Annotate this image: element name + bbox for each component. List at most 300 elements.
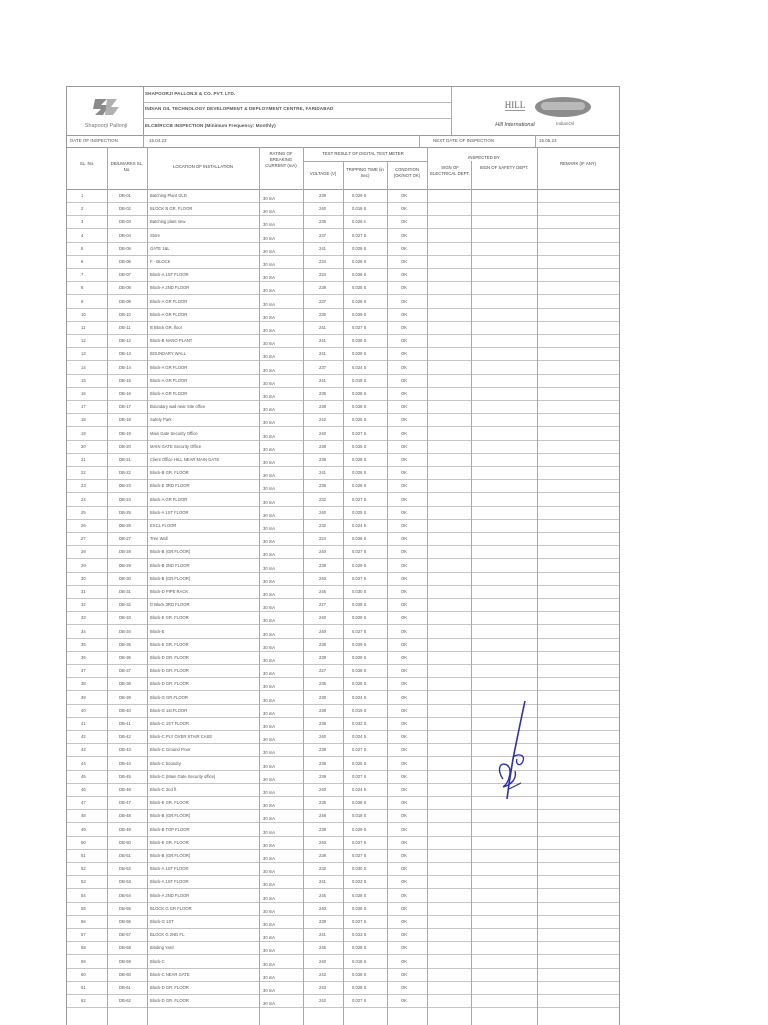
cell-v: 237 <box>319 298 326 304</box>
cell-v: 239 <box>319 285 326 291</box>
cell-db: DB-26 <box>119 523 131 528</box>
col-voltage: VOLTAGE (V) <box>309 171 337 176</box>
cell-t: 0.026 S <box>352 681 367 687</box>
cell-c: OK <box>401 206 408 212</box>
cell-v: 240 <box>319 958 326 964</box>
cell-ma: 30 mA <box>263 473 276 479</box>
cell-c: OK <box>401 628 408 634</box>
cell-db: DB-57 <box>119 932 131 938</box>
cell-db: DB-29 <box>119 562 131 568</box>
cell-t: 0.026 S <box>352 536 367 542</box>
inspection-sheet <box>66 86 620 1025</box>
col-sl: SL. No. <box>79 161 95 166</box>
cell-sl: 16 <box>81 391 86 396</box>
cell-t: 0.027 S <box>352 998 367 1004</box>
cell-loc: Block-E 3RD FLOOR <box>150 483 190 489</box>
cell-db: DB-22 <box>119 470 131 476</box>
cell-c: OK <box>401 351 408 357</box>
cell-sl: 30 <box>81 575 86 581</box>
cell-c: OK <box>401 536 408 542</box>
cell-t: 0.027 S <box>352 549 367 555</box>
cell-ma: 30 mA <box>263 869 276 875</box>
cell-t: 0.024 S <box>352 734 367 740</box>
cell-v: 245 <box>319 589 326 594</box>
cell-c: OK <box>401 470 408 476</box>
cell-db: DB-38 <box>119 681 131 687</box>
next-date-label: NEXT DATE OF INSPECTION <box>433 138 495 143</box>
cell-c: OK <box>401 787 408 792</box>
cell-v: 242 <box>319 998 326 1004</box>
cell-sl: 55 <box>81 905 86 911</box>
cell-loc: Block-D GR. FLOOR <box>150 655 189 660</box>
cell-sl: 49 <box>81 826 86 832</box>
cell-v: 241 <box>319 338 326 344</box>
cell-c: OK <box>401 919 408 924</box>
cell-v: 248 <box>319 813 326 819</box>
cell-t: 0.026 S <box>352 338 367 344</box>
col-remark: REMARK (IF ANY) <box>559 161 597 166</box>
cell-v: 240 <box>319 549 326 555</box>
cell-loc: Boundary wall near Site office <box>150 404 206 410</box>
cell-db: DB-53 <box>119 879 131 885</box>
cell-loc: Block-E GR. FLOOR <box>150 641 189 647</box>
cell-ma: 30 mA <box>263 671 276 677</box>
cell-c: OK <box>401 509 408 515</box>
cell-sl: 47 <box>81 800 86 806</box>
cell-sl: 19 <box>81 430 86 436</box>
cell-t: 0.029 S <box>352 311 367 317</box>
cell-loc: Safety Park <box>150 417 172 423</box>
cell-v: 238 <box>319 747 326 753</box>
cell-db: DB-58 <box>119 945 131 951</box>
cell-ma: 30 mA <box>263 394 276 399</box>
cell-db: DB-49 <box>119 826 131 832</box>
cell-loc: Block-B NANO PLANT <box>150 338 193 344</box>
col-make: DB/LMARKS SL. No. <box>110 161 144 172</box>
cell-loc: Block-A 1ST FLOOR <box>150 866 189 872</box>
cell-sl: 38 <box>81 681 86 687</box>
cell-loc: Block-B 2ND FLOOR <box>150 562 190 568</box>
col-sign-safety: SIGN OF SAFETY DEPT. <box>479 165 529 170</box>
cell-loc: MAIN GATE Security Office <box>150 443 202 449</box>
cell-c: OK <box>401 602 408 608</box>
cell-sl: 15 <box>81 377 86 383</box>
cell-sl: 39 <box>81 694 86 700</box>
cell-v: 238 <box>319 826 326 832</box>
cell-ma: 30 mA <box>263 618 276 624</box>
cell-loc: Block-E <box>150 628 165 634</box>
cell-v: 243 <box>319 985 326 990</box>
cell-ma: 30 mA <box>263 288 276 294</box>
cell-db: DB-42 <box>119 734 131 740</box>
cell-t: 0.024 S <box>352 694 367 700</box>
cell-c: OK <box>401 932 408 938</box>
cell-c: OK <box>401 562 408 568</box>
cell-db: DB-21 <box>119 457 131 462</box>
cell-loc: EXCL FLOOR <box>150 523 177 528</box>
cell-loc: Block-B (GR.FLOOR) <box>150 549 191 555</box>
cell-v: 237 <box>319 232 326 238</box>
cell-sl: 42 <box>81 734 86 740</box>
cell-ma: 30 mA <box>263 908 276 914</box>
cell-sl: 17 <box>81 404 86 410</box>
cell-ma: 30 mA <box>263 512 276 518</box>
cell-db: DB-03 <box>119 219 131 225</box>
cell-t: 0.018 S <box>352 813 367 819</box>
cell-c: OK <box>401 391 408 396</box>
cell-t: 0.032 S <box>352 721 367 726</box>
cell-db: DB-45 <box>119 773 131 779</box>
cell-v: 236 <box>319 391 326 396</box>
cell-t: 0.025 S <box>352 417 367 423</box>
cell-loc: Block-B (GR.FLOOR) <box>150 853 191 858</box>
test-result-underline <box>303 161 427 162</box>
cell-v: 239 <box>319 919 326 924</box>
cell-t: 0.029 S <box>352 826 367 832</box>
cell-v: 242 <box>319 971 326 977</box>
cell-sl: 61 <box>81 985 86 990</box>
cell-sl: 2 <box>81 206 84 212</box>
cell-v: 232 <box>319 496 326 502</box>
cell-db: DB-59 <box>119 958 131 964</box>
cell-c: OK <box>401 800 408 806</box>
cell-c: OK <box>401 655 408 660</box>
cell-ma: 30 mA <box>263 341 276 347</box>
cell-db: DB-41 <box>119 721 131 726</box>
cell-ma: 30 mA <box>263 552 276 558</box>
date-label: DATE OF INSPECTION <box>70 138 118 143</box>
cell-c: OK <box>401 589 408 594</box>
cell-sl: 27 <box>81 536 86 542</box>
company-name: SHAPOORJI PALLONJI & CO. PVT. LTD. <box>145 91 236 96</box>
cell-t: 0.025 S <box>352 760 367 766</box>
cell-ma: 30 mA <box>263 196 276 201</box>
cell-sl: 59 <box>81 958 86 964</box>
cell-v: 227 <box>319 602 326 608</box>
cell-t: 0.026 s <box>352 219 366 225</box>
cell-c: OK <box>401 945 408 951</box>
logo-caption: Shapoorji Pallonji <box>84 123 128 129</box>
cell-v: 234 <box>319 259 326 264</box>
cell-v: 238 <box>319 404 326 410</box>
cell-loc: Block-B (GR.FLOOR) <box>150 575 191 581</box>
cell-loc: D Block 3RD FLOOR <box>150 602 190 608</box>
grid-vline <box>537 147 538 1025</box>
cell-c: OK <box>401 905 408 911</box>
inspection-subject: ELCB/RCCB INSPECTION (Minimum Frequency: Monthly) <box>145 123 276 128</box>
cell-loc: Block-G 1st.FLOOR <box>150 707 188 713</box>
cell-v: 241 <box>319 879 326 885</box>
cell-t: 0.028 S <box>352 971 367 977</box>
cell-v: 234 <box>319 272 326 278</box>
cell-db: DB-51 <box>119 853 131 858</box>
cell-v: 239 <box>319 773 326 779</box>
cell-t: 0.029 S <box>352 351 367 357</box>
cell-loc: Block-D PIPE RACK <box>150 589 189 594</box>
cell-ma: 30 mA <box>263 829 276 835</box>
cell-sl: 40 <box>81 707 86 713</box>
cell-loc: Batching Plant OLD <box>150 193 187 198</box>
cell-ma: 30 mA <box>263 724 276 729</box>
cell-t: 0.025 S <box>352 443 367 449</box>
cell-db: DB-02 <box>119 206 131 212</box>
cell-c: OK <box>401 523 408 528</box>
cell-t: 0.027 S <box>352 839 367 845</box>
cell-ma: 30 mA <box>263 658 276 663</box>
cell-c: OK <box>401 813 408 819</box>
cell-loc: Block-B GR. FLOOR <box>150 470 189 476</box>
cell-ma: 30 mA <box>263 314 276 320</box>
cell-ma: 30 mA <box>263 644 276 650</box>
cell-v: 245 <box>319 892 326 898</box>
cell-c: OK <box>401 338 408 344</box>
cell-db: DB-24 <box>119 496 131 502</box>
cell-v: 241 <box>319 932 326 938</box>
header-divider <box>143 118 451 119</box>
cell-loc: Block-D GR. FLOOR <box>150 681 189 687</box>
cell-sl: 20 <box>81 443 86 449</box>
cell-v: 239 <box>319 562 326 568</box>
cell-sl: 6 <box>81 259 84 264</box>
cell-t: 0.028 S <box>352 391 367 396</box>
cell-ma: 30 mA <box>263 460 276 465</box>
cell-v: 238 <box>319 641 326 647</box>
cell-db: DB-33 <box>119 615 131 621</box>
cell-t: 0.027 S <box>352 919 367 924</box>
cell-ma: 30 mA <box>263 895 276 901</box>
cell-c: OK <box>401 971 408 977</box>
cell-db: DB-15 <box>119 377 131 383</box>
cell-t: 0.028 S <box>352 245 367 251</box>
cell-c: OK <box>401 641 408 647</box>
cell-ma: 30 mA <box>263 776 276 782</box>
cell-sl: 48 <box>81 813 86 819</box>
cell-c: OK <box>401 668 408 674</box>
cell-sl: 35 <box>81 641 86 647</box>
cell-c: OK <box>401 985 408 990</box>
cell-ma: 30 mA <box>263 539 276 545</box>
cell-t: 0.029 S <box>352 655 367 660</box>
cell-loc: Batching plant new <box>150 219 186 225</box>
cell-ma: 30 mA <box>263 803 276 809</box>
cell-loc: Block-B TOP FLOOR <box>150 826 190 832</box>
cell-v: 241 <box>319 351 326 357</box>
cell-c: OK <box>401 443 408 449</box>
cell-t: 0.027 S <box>352 232 367 238</box>
cell-v: 241 <box>319 245 326 251</box>
cell-v: 240 <box>319 787 326 792</box>
cell-db: DB-44 <box>119 760 131 766</box>
cell-loc: Block-A 1ST FLOOR <box>150 509 189 515</box>
project-name: INDIAN OIL TECHNOLOGY DEVELOPMENT & DEPLOYMENT CENTRE, FARIDABAD <box>145 106 334 111</box>
cell-t: 0.027 S <box>352 773 367 779</box>
cell-sl: 56 <box>81 919 86 924</box>
cell-db: DB-10 <box>119 311 131 317</box>
cell-sl: 60 <box>81 971 86 977</box>
cell-t: 0.028 S <box>352 892 367 898</box>
cell-c: OK <box>401 681 408 687</box>
cell-c: OK <box>401 853 408 858</box>
cell-c: OK <box>401 285 408 291</box>
cell-db: DB-56 <box>119 919 131 924</box>
cell-v: 238 <box>319 457 326 462</box>
cell-sl: 3 <box>81 219 84 225</box>
cell-ma: 30 mA <box>263 486 276 492</box>
cell-ma: 30 mA <box>263 354 276 360</box>
cell-db: DB-60 <box>119 971 131 977</box>
cell-c: OK <box>401 404 408 410</box>
cell-c: OK <box>401 377 408 383</box>
cell-t: 0.030 S <box>352 589 367 594</box>
cell-v: 241 <box>319 377 326 383</box>
cell-t: 0.028 S <box>352 668 367 674</box>
cell-c: OK <box>401 734 408 740</box>
cell-loc: BLOCK G GR FLOOR <box>150 905 192 911</box>
cell-sl: 31 <box>81 589 86 594</box>
cell-loc: Block-A 2ND FLOOR <box>150 285 190 291</box>
cell-ma: 30 mA <box>263 988 276 993</box>
cell-db: DB-08 <box>119 285 131 291</box>
cell-sl: 4 <box>81 232 84 238</box>
cell-v: 240 <box>319 509 326 515</box>
cell-ma: 30 mA <box>263 750 276 756</box>
cell-sl: 43 <box>81 747 86 753</box>
cell-loc: Binding Yard <box>150 945 174 951</box>
cell-c: OK <box>401 707 408 713</box>
cell-db: DB-14 <box>119 364 131 370</box>
cell-v: 239 <box>319 193 326 198</box>
col-tripping: TRIPPING TIME (in Sec) <box>346 167 384 178</box>
cell-ma: 30 mA <box>263 235 276 241</box>
cell-db: DB-06 <box>119 259 131 264</box>
cell-db: DB-35 <box>119 641 131 647</box>
cell-ma: 30 mA <box>263 275 276 281</box>
company-logo-box <box>67 87 144 135</box>
cell-db: DB-23 <box>119 483 131 489</box>
cell-sl: 52 <box>81 866 86 872</box>
cell-t: 0.028 S <box>352 404 367 410</box>
cell-sl: 13 <box>81 351 86 357</box>
cell-v: 240 <box>319 575 326 581</box>
cell-c: OK <box>401 193 408 198</box>
cell-c: OK <box>401 259 408 264</box>
cell-v: 230 <box>319 694 326 700</box>
cell-sl: 26 <box>81 523 86 528</box>
cell-sl: 28 <box>81 549 86 555</box>
cell-ma: 30 mA <box>263 367 276 373</box>
cell-t: 0.023 S <box>352 879 367 885</box>
cell-v: 232 <box>319 523 326 528</box>
cell-ma: 30 mA <box>263 935 276 941</box>
cell-v: 238 <box>319 853 326 858</box>
cell-db: DB-07 <box>119 272 131 278</box>
cell-loc: Block-C (Main Gate Security office) <box>150 773 216 779</box>
cell-db: DB-04 <box>119 232 131 238</box>
cell-v: 240 <box>319 839 326 845</box>
cell-t: 0.027 S <box>352 747 367 753</box>
cell-db: DB-48 <box>119 813 131 819</box>
cell-db: DB-30 <box>119 575 131 581</box>
cell-db: DB-34 <box>119 628 131 634</box>
cell-ma: 30 mA <box>263 697 276 703</box>
cell-loc: Block-D GR. FLOOR <box>150 985 189 990</box>
cell-sl: 14 <box>81 364 86 370</box>
cell-sl: 37 <box>81 668 86 674</box>
cell-t: 0.025 S <box>352 285 367 291</box>
cell-sl: 22 <box>81 470 86 476</box>
cell-loc: Block-A GR FLOOR <box>150 311 188 317</box>
dateline-vline <box>535 135 536 147</box>
cell-loc: Block-E GR. FLOOR <box>150 615 189 621</box>
cell-ma: 30 mA <box>263 565 276 571</box>
cell-sl: 33 <box>81 615 86 621</box>
cell-db: DB-05 <box>119 245 131 251</box>
cell-c: OK <box>401 694 408 700</box>
cell-ma: 30 mA <box>263 262 276 267</box>
cell-ma: 30 mA <box>263 737 276 743</box>
cell-t: 0.030 S <box>352 866 367 872</box>
cell-v: 232 <box>319 866 326 872</box>
cell-sl: 24 <box>81 496 86 502</box>
cell-db: DB-55 <box>119 905 131 911</box>
dateline-vline <box>143 135 144 147</box>
cell-sl: 25 <box>81 509 86 515</box>
cell-c: OK <box>401 549 408 555</box>
cell-loc: BOUNDARY WALL <box>150 351 186 357</box>
cell-t: 0.018 S <box>352 377 367 383</box>
cell-c: OK <box>401 417 408 423</box>
cell-v: 240 <box>319 615 326 621</box>
cell-ma: 30 mA <box>263 380 276 386</box>
cell-c: OK <box>401 430 408 436</box>
cell-t: 0.024 S <box>352 364 367 370</box>
shapoorji-logo-icon <box>89 95 121 119</box>
cell-v: 240 <box>319 206 326 212</box>
cell-c: OK <box>401 892 408 898</box>
cell-c: OK <box>401 483 408 489</box>
col-condition: CONDITION (OK/NOT OK) <box>393 167 421 178</box>
cell-sl: 34 <box>81 628 86 634</box>
cell-sl: 12 <box>81 338 86 344</box>
cell-loc: Store <box>150 232 161 238</box>
cell-ma: 30 mA <box>263 882 276 888</box>
cell-t: 0.027 S <box>352 575 367 581</box>
cell-loc: Block-C boundry <box>150 760 181 766</box>
cell-db: DB-32 <box>119 602 131 608</box>
cell-ma: 30 mA <box>263 578 276 584</box>
grid-vline <box>387 161 388 1025</box>
cell-loc: Block-C Ground Floor <box>150 747 191 753</box>
cell-db: DB-12 <box>119 338 131 344</box>
cell-sl: 9 <box>81 298 84 304</box>
cell-db: DB-47 <box>119 800 131 806</box>
cell-c: OK <box>401 958 408 964</box>
col-location: LOCATION OF INSTALLATION <box>173 164 233 169</box>
cell-loc: Block-A GR FLOOR <box>150 391 188 396</box>
cell-db: DB-50 <box>119 839 131 845</box>
cell-c: OK <box>401 747 408 753</box>
cell-t: 0.029 S <box>352 562 367 568</box>
cell-sl: 54 <box>81 892 86 898</box>
cell-loc: Block-C 2nd fl. <box>150 787 178 792</box>
cell-t: 0.027 S <box>352 853 367 858</box>
cell-ma: 30 mA <box>263 526 276 531</box>
cell-c: OK <box>401 311 408 317</box>
grid-vline <box>147 147 148 1025</box>
cell-loc: Block-E GR. FLOOR <box>150 839 189 845</box>
cell-v: 241 <box>319 470 326 476</box>
sheet-header <box>67 87 619 136</box>
